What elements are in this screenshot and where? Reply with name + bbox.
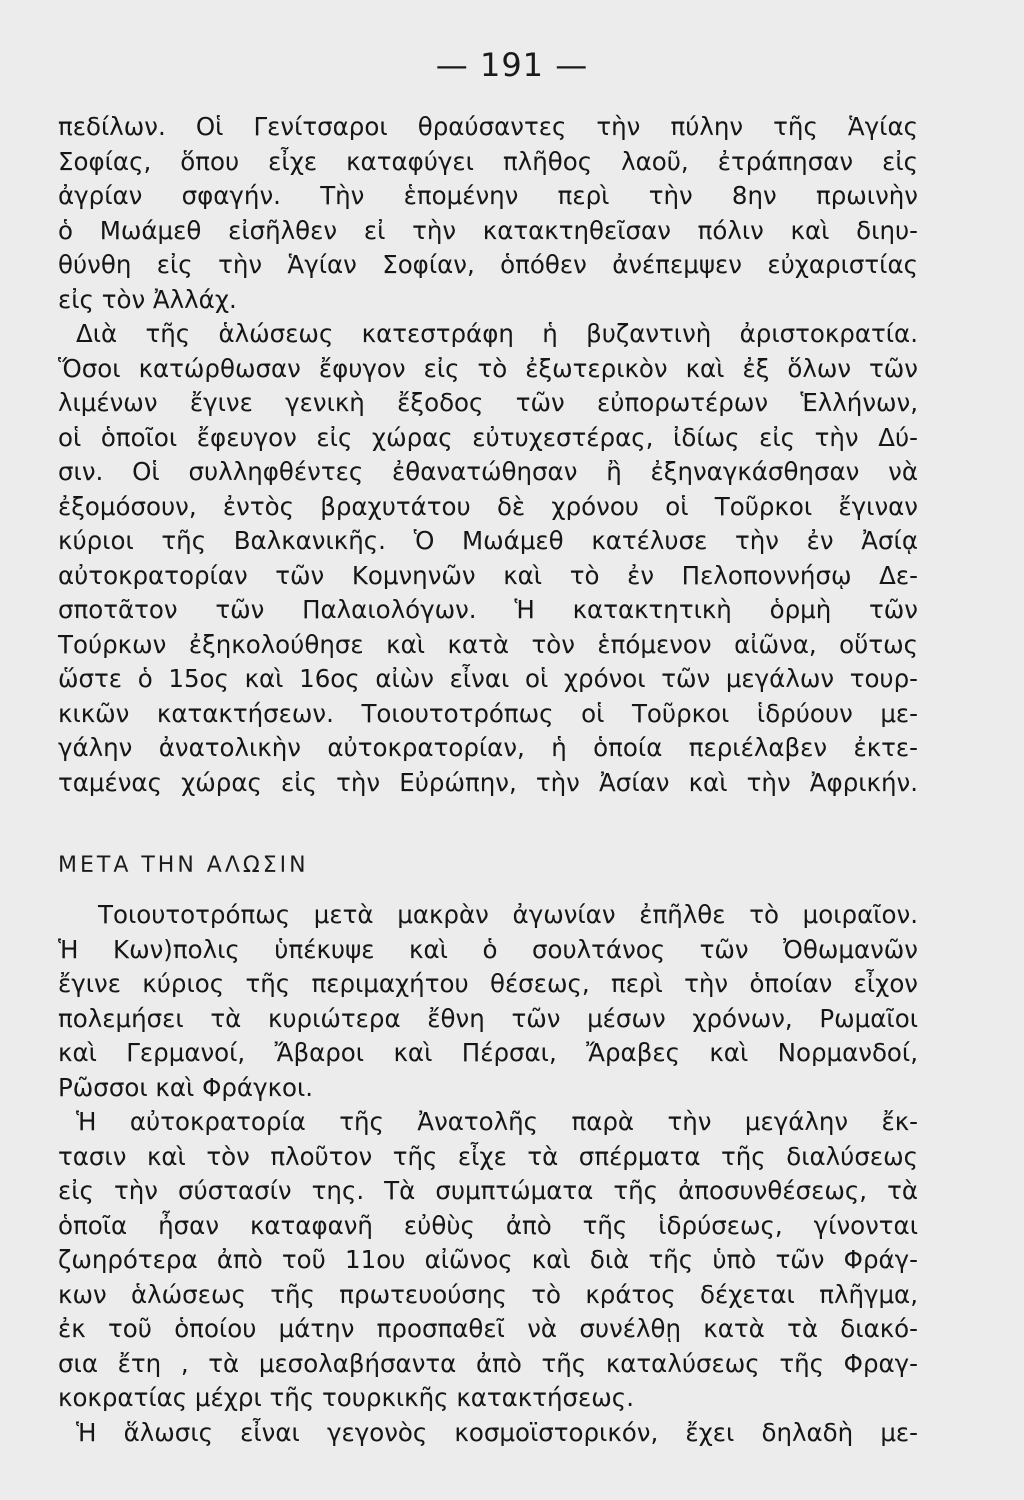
text-line: κικῶν κατακτήσεων. Τοιουτοτρόπως οἱ Τοῦρκοι ἱδρύουν με- [58, 698, 918, 728]
text-line: θύνθη εἰς τὴν Ἁγίαν Σοφίαν, ὁπόθεν ἀνέπεμψεν εὐχαριστίας [58, 250, 918, 279]
text-line: Τοιουτοτρόπως μετὰ μακρὰν ἀγωνίαν ἐπῆλθε τὸ μοιραῖον. [98, 900, 918, 929]
text-line: κοκρατίας μέχρι τῆς τουρκικῆς κατακτήσεως. [58, 1383, 634, 1412]
text-line: οἱ ὁποῖοι ἔφευγον εἰς χώρας εὐτυχεστέρας, ἰδίως εἰς τὴν Δύ- [58, 422, 918, 452]
text-line: Ὅσοι κατώρθωσαν ἔφυγον εἰς τὸ ἐξωτερικὸν καὶ ἐξ ὅλων τῶν [58, 353, 918, 383]
body-text-section-2 [58, 898, 918, 1450]
text-line: σια ἔτη , τὰ μεσολαβήσαντα ἀπὸ τῆς καταλύσεως τῆς Φραγ- [58, 1348, 918, 1378]
text-line: ἀγρίαν σφαγήν. Τὴν ἑπομένην περὶ τὴν 8ην πρωινὴν [58, 181, 918, 210]
text-line: πολεμήσει τὰ κυριώτερα ἔθνη τῶν μέσων χρόνων, Ρωμαῖοι [58, 1003, 918, 1033]
text-line: καὶ Γερμανοί, Ἄβαροι καὶ Πέρσαι, Ἄραβες καὶ Νορμανδοί, [58, 1038, 918, 1067]
text-line: τασιν καὶ τὸν πλοῦτον τῆς εἶχε τὰ σπέρματα τῆς διαλύσεως [58, 1141, 918, 1171]
page-number: — 191 — [435, 46, 589, 84]
text-line: σποτᾶτον τῶν Παλαιολόγων. Ἡ κατακτητικὴ ὁρμὴ τῶν [58, 595, 918, 624]
text-line: Ρῶσσοι καὶ Φράγκοι. [58, 1072, 314, 1102]
text-line: Διὰ τῆς ἁλώσεως κατεστράφη ἡ βυζαντινὴ ἀριστοκρατία. [76, 319, 918, 348]
text-line: κύριοι τῆς Βαλκανικῆς. Ὁ Μωάμεθ κατέλυσε τὴν ἐν Ἀσίᾳ [58, 526, 918, 555]
text-line: εἰς τὸν Ἀλλάχ. [58, 284, 237, 314]
text-line: ταμένας χώρας εἰς τὴν Εὐρώπην, τὴν Ἀσίαν καὶ τὴν Ἀφρικήν. [58, 767, 918, 797]
text-line: Τούρκων ἐξηκολούθησε καὶ κατὰ τὸν ἑπόμενον αἰῶνα, οὕτως [58, 629, 918, 659]
text-line: Ἡ Κων)πολις ὑπέκυψε καὶ ὁ σουλτάνος τῶν Ὀθωμανῶν [58, 934, 918, 964]
text-line: ὁποῖα ἦσαν καταφανῆ εὐθὺς ἀπὸ τῆς ἱδρύσεως, γίνονται [58, 1210, 918, 1240]
text-line: ἔγινε κύριος τῆς περιμαχήτου θέσεως, περὶ τὴν ὁποίαν εἶχον [58, 969, 918, 998]
text-line: Ἡ αὐτοκρατορία τῆς Ἀνατολῆς παρὰ τὴν μεγάλην ἔκ- [76, 1107, 918, 1136]
text-line: γάλην ἀνατολικὴν αὐτοκρατορίαν, ἡ ὁποία περιέλαβεν ἐκτε- [58, 733, 918, 762]
text-line: ζωηρότερα ἀπὸ τοῦ 11ου αἰῶνος καὶ διὰ τῆς ὑπὸ τῶν Φράγ- [58, 1245, 918, 1274]
text-line: λιμένων ἔγινε γενικὴ ἔξοδος τῶν εὐπορωτέρων Ἑλλήνων, [58, 388, 918, 417]
text-line: αὐτοκρατορίαν τῶν Κομνηνῶν καὶ τὸ ἐν Πελοποννήσῳ Δε- [58, 560, 918, 590]
text-line: πεδίλων. Οἱ Γενίτσαροι θραύσαντες τὴν πύλην τῆς Ἁγίας [58, 112, 918, 141]
text-line: εἰς τὴν σύστασίν της. Τὰ συμπτώματα τῆς ἀποσυνθέσεως, τὰ [58, 1176, 918, 1205]
text-line: Σοφίας, ὅπου εἶχε καταφύγει πλῆθος λαοῦ, ἐτράπησαν εἰς [58, 146, 918, 176]
text-line: ὥστε ὁ 15ος καὶ 16ος αἰὼν εἶναι οἱ χρόνοι τῶν μεγάλων τουρ- [58, 664, 918, 693]
text-line: ἐκ τοῦ ὁποίου μάτην προσπαθεῖ νὰ συνέλθῃ κατὰ τὰ διακό- [58, 1314, 918, 1343]
text-line: ὁ Μωάμεθ εἰσῆλθεν εἰ τὴν κατακτηθεῖσαν πόλιν καὶ διηυ- [58, 215, 918, 245]
text-line: σιν. Οἱ συλληφθέντες ἐθανατώθησαν ἢ ἐξηναγκάσθησαν νὰ [58, 457, 918, 486]
body-text-section-1 [58, 110, 918, 800]
text-line: κων ἁλώσεως τῆς πρωτευούσης τὸ κράτος δέχεται πλῆγμα, [58, 1279, 918, 1309]
text-line: ἐξομόσουν, ἐντὸς βραχυτάτου δὲ χρόνου οἱ Τοῦρκοι ἔγιναν [58, 491, 918, 521]
text-line: Ἡ ἅλωσις εἶναι γεγονὸς κοσμοϊστορικόν, ἔχει δηλαδὴ με- [76, 1417, 918, 1447]
section-heading: ΜΕΤΑ ΤΗΝ ΑΛΩΣΙΝ [58, 853, 309, 878]
